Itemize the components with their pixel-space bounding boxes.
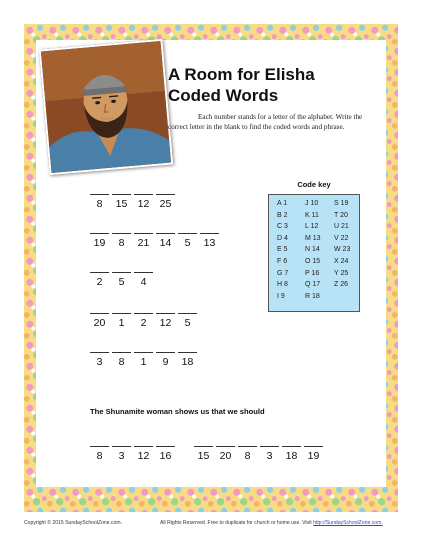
worksheet-title [168,64,388,106]
code-key-entry: D 4 [277,234,288,242]
letter-blank[interactable]: 5 [178,313,197,329]
code-key-entry: T 20 [334,211,348,219]
letter-blank[interactable]: 2 [90,272,109,288]
letter-blank[interactable]: 1 [134,352,153,368]
elisha-portrait [39,39,174,175]
code-key-entry: H 8 [277,281,288,289]
letter-blank[interactable]: 3 [112,446,131,462]
letter-blank[interactable]: 15 [112,194,131,210]
letter-blank[interactable]: 1 [112,313,131,329]
code-key-entry: A 1 [277,200,288,207]
phrase-word-2 [194,446,326,462]
letter-blank[interactable]: 12 [134,194,153,210]
coded-word-4 [90,313,200,329]
instructions-text: Each number stands for a letter of the alphabet. Write the correct letter in the blank to find the coded words and phrase. [168,113,363,131]
code-key-column [305,198,321,302]
code-key-entry: X 24 [334,257,349,265]
code-key-entry: U 21 [334,223,349,231]
letter-blank[interactable]: 15 [194,446,213,462]
code-key-entry: Z 26 [334,281,349,289]
footer-rights [160,520,383,526]
letter-blank[interactable]: 8 [112,352,131,368]
letter-blank[interactable]: 8 [90,194,109,210]
letter-blank[interactable]: 5 [112,272,131,288]
coded-word-2 [90,233,222,249]
code-key-entry: Y 25 [334,269,349,277]
footer-copyright: Copyright © 2015 SundaySchoolZone.com. [24,520,123,526]
coded-word-1 [90,194,178,210]
letter-blank[interactable]: 14 [156,233,175,249]
letter-blank[interactable]: 3 [90,352,109,368]
code-key-entry: V 22 [334,234,349,242]
phrase-word-1 [90,446,178,462]
code-key-entry: W 23 [334,246,351,254]
letter-blank[interactable]: 18 [178,352,197,368]
letter-blank[interactable]: 8 [90,446,109,462]
code-key-entry: R 18 [305,292,320,300]
letter-blank[interactable]: 20 [90,313,109,329]
code-key-entry: S 19 [334,200,349,207]
code-key-title: Code key [297,180,331,189]
letter-blank[interactable]: 25 [156,194,175,210]
letter-blank[interactable]: 12 [134,446,153,462]
title-line: A Room for Elisha [168,65,315,84]
code-key-box [268,194,360,312]
letter-blank[interactable]: 18 [282,446,301,462]
code-key-entry: O 15 [305,257,321,265]
code-key-entry: P 16 [305,269,320,277]
letter-blank[interactable]: 12 [156,313,175,329]
code-key-entry: J 10 [305,200,319,207]
code-key-entry: E 5 [277,246,288,254]
letter-blank[interactable]: 8 [238,446,257,462]
letter-blank[interactable]: 5 [178,233,197,249]
subtitle-line: Coded Words [168,86,279,105]
code-key-column [277,198,288,302]
letter-blank[interactable]: 2 [134,313,153,329]
code-key-entry: I 9 [277,292,285,300]
letter-blank[interactable]: 3 [260,446,279,462]
letter-blank[interactable]: 20 [216,446,235,462]
code-key-entry: K 11 [305,211,319,219]
code-key-entry: F 6 [277,257,288,265]
footer-rights-text: All Rights Reserved. Free to duplicate for church or home use. Visit [160,520,312,526]
code-key-entry: C 3 [277,223,288,231]
letter-blank[interactable]: 4 [134,272,153,288]
letter-blank[interactable]: 19 [90,233,109,249]
footer-link[interactable]: http://SundaySchoolZone.com. [313,520,383,526]
coded-word-3 [90,272,156,288]
letter-blank[interactable]: 16 [156,446,175,462]
code-key-entry: Q 17 [305,281,321,289]
letter-blank[interactable]: 21 [134,233,153,249]
code-key-entry: B 2 [277,211,288,219]
letter-blank[interactable]: 9 [156,352,175,368]
letter-blank[interactable]: 13 [200,233,219,249]
code-key-entry: L 12 [305,223,319,231]
code-key-entry: N 14 [305,246,320,254]
phrase-prompt: The Shunamite woman shows us that we should [90,407,265,416]
coded-word-5 [90,352,200,368]
code-key-column [334,198,350,291]
letter-blank[interactable]: 19 [304,446,323,462]
letter-blank[interactable]: 8 [112,233,131,249]
code-key-entry: M 13 [305,234,321,242]
code-key-entry: G 7 [277,269,289,277]
